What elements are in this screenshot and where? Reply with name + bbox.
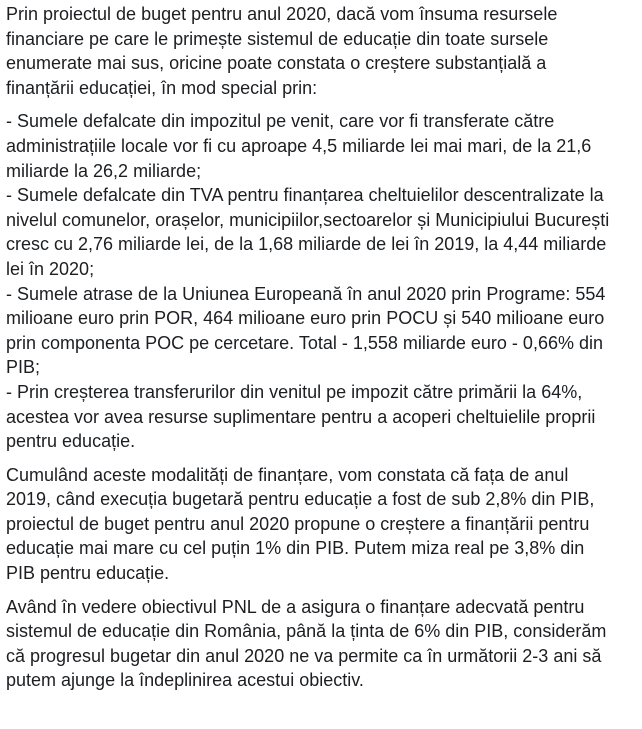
text-line: putem ajunge la îndeplinirea acestui obiectiv. (6, 670, 364, 691)
text-line: - Sumele atrase de la Uniunea Europeană în anul 2020 prin Programe: 554 (6, 283, 606, 304)
text-line: enumerate mai sus, oricine poate constata o creștere substanțială a (6, 53, 547, 74)
text-line: - Prin creșterea transferurilor din venitul pe impozit către primării la 64%, (6, 381, 583, 402)
paragraph-list (6, 109, 636, 453)
text-line: cresc cu 2,76 miliarde lei, de la 1,68 miliarde de lei în 2019, la 4,44 miliarde (6, 234, 607, 255)
text-line: pentru educație. (6, 431, 136, 452)
text-line: lei în 2020; (6, 258, 95, 279)
text-line: finanțării educației, în mod special prin: (6, 77, 318, 98)
text-line: financiare pe care le primește sistemul de educație din toate sursele (6, 28, 549, 49)
text-line: - Sumele defalcate din impozitul pe venit, care vor fi transferate către (6, 111, 555, 132)
text-line: sistemul de educație din România, până la ținta de 6% din PIB, considerăm (6, 621, 607, 642)
text-line: nivelul comunelor, orașelor, municipiilor,sectoarelor și Municipiului București (6, 209, 610, 230)
text-line: milioane euro prin POR, 464 milioane euro prin POCU și 540 milioane euro (6, 308, 605, 329)
paragraph-conclusion (6, 595, 636, 693)
text-line: acestea vor avea resurse suplimentare pentru a acoperi cheltuielile proprii (6, 406, 596, 427)
text-line: prin componenta POC pe cercetare. Total - 1,558 miliarde euro - 0,66% din (6, 332, 603, 353)
text-line: administrațiile locale vor fi cu aproape 4,5 miliarde lei mai mari, de la 21,6 (6, 135, 592, 156)
paragraph-summary (6, 463, 636, 586)
text-line: 2019, când execuția bugetară pentru educație a fost de sub 2,8% din PIB, (6, 489, 595, 510)
text-line: Având în vedere obiectivul PNL de a asigura o finanțare adecvată pentru (6, 596, 585, 617)
text-line: miliarde la 26,2 miliarde; (6, 160, 202, 181)
text-line: PIB pentru educație. (6, 563, 170, 584)
text-line: că progresul bugetar din anul 2020 ne va permite ca în următorii 2-3 ani să (6, 645, 602, 666)
text-line: educație mai mare cu cel puțin 1% din PIB. Putem miza real pe 3,8% din (6, 538, 585, 559)
text-line: Prin proiectul de buget pentru anul 2020, dacă vom însuma resursele (6, 4, 558, 24)
text-line: Cumulând aceste modalități de finanțare, vom constata că fața de anul (6, 464, 569, 485)
text-line: proiectul de buget pentru anul 2020 propune o creștere a finanțării pentru (6, 513, 590, 534)
text-line: PIB; (6, 357, 41, 378)
text-line: - Sumele defalcate din TVA pentru finanțarea cheltuielilor descentralizate la (6, 185, 604, 206)
paragraph-intro (6, 2, 636, 100)
